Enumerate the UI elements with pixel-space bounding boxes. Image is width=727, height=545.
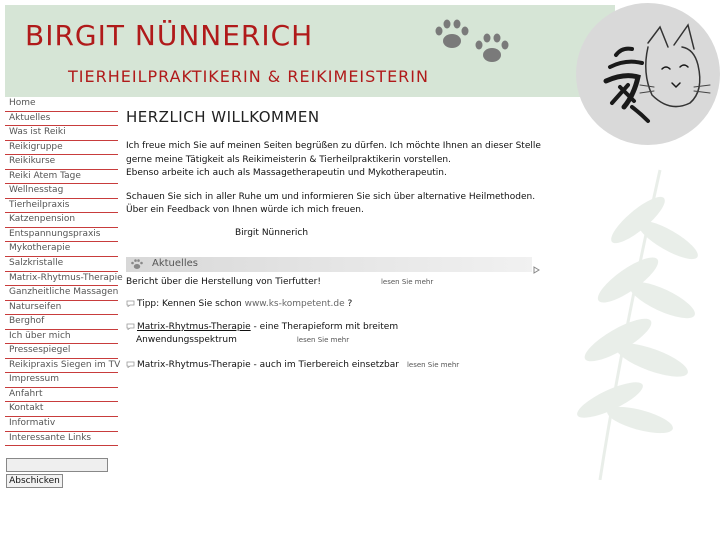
nav-item-berghof[interactable]: Berghof: [5, 315, 118, 330]
nav-item-ganzheitliche-massagen[interactable]: Ganzheitliche Massagen: [5, 286, 118, 301]
signature: Birgit Nünnerich: [235, 227, 309, 238]
news-item: [126, 276, 546, 289]
news-item: [126, 298, 546, 311]
nav-item-informativ[interactable]: Informativ: [5, 417, 118, 432]
nav-item-pressespiegel[interactable]: Pressespiegel: [5, 344, 118, 359]
nav-item-kontakt[interactable]: Kontakt: [5, 402, 118, 417]
nav-item-mykotherapie[interactable]: Mykotherapie: [5, 242, 118, 257]
cat-logo-icon: [576, 3, 720, 145]
sidebar-nav: [5, 97, 123, 446]
intro-paragraph: [126, 140, 546, 181]
nav-item-aktuelles[interactable]: Aktuelles: [5, 112, 118, 127]
read-more-link[interactable]: lesen Sie mehr: [380, 278, 434, 286]
news-item: [126, 321, 546, 347]
intro-text: Ich freue mich Sie auf meinen Seiten begrüßen zu dürfen. Ich möchte Ihnen an dieser Stelle gerne meine Tätigkeit als Reikimeisterin & Tierheilpraktikerin vorstellen.: [126, 141, 541, 165]
feedback-paragraph: Schauen Sie sich in aller Ruhe um und informieren Sie sich über alternative Heilmethoden. Über ein Feedback von Ihnen würde ich mich freuen.: [126, 191, 536, 215]
paw-icon: [130, 259, 144, 270]
read-more-link[interactable]: lesen Sie mehr: [296, 336, 350, 344]
speech-bubble-icon: [126, 323, 135, 330]
ks-kompetent-link[interactable]: www.ks-kompetent.de: [244, 299, 345, 309]
speech-bubble-icon: [126, 300, 135, 307]
intro-text-2: Ebenso arbeite ich auch als Massagetherapeutin und Mykotherapeutin.: [126, 168, 447, 178]
nav-item-was-ist-reiki[interactable]: Was ist Reiki: [5, 126, 118, 141]
site-subtitle: TIERHEILPRAKTIKERIN & REIKIMEISTERIN: [68, 67, 429, 86]
site-title: BIRGIT NÜNNERICH: [25, 19, 314, 52]
news-item-text: - eine Therapieform mit breitem: [250, 322, 399, 332]
matrix-therapy-link[interactable]: Matrix-Rhytmus-Therapie: [137, 322, 251, 332]
news-item-text-2: Anwendungsspektrum: [136, 335, 237, 345]
nav-item-naturseifen[interactable]: Naturseifen: [5, 301, 118, 316]
nav-item-home[interactable]: Home: [5, 97, 118, 112]
nav-item-tierheilpraxis[interactable]: Tierheilpraxis: [5, 199, 118, 214]
header-banner: [5, 5, 615, 97]
news-item-text: Tipp: Kennen Sie schon: [137, 299, 245, 309]
news-item-text: Matrix-Rhytmus-Therapie - auch im Tierbereich einsetzbar: [137, 360, 399, 370]
nav-item-impressum[interactable]: Impressum: [5, 373, 118, 388]
nav-item-salzkristalle[interactable]: Salzkristalle: [5, 257, 118, 272]
news-item: [126, 359, 546, 372]
nav-item-wellnesstag[interactable]: Wellnesstag: [5, 184, 118, 199]
news-header: [126, 257, 532, 272]
speech-bubble-icon: [126, 361, 135, 368]
submit-button[interactable]: Abschicken: [6, 474, 63, 488]
search-input[interactable]: [6, 458, 108, 472]
nav-item-entspannungspraxis[interactable]: Entspannungspraxis: [5, 228, 118, 243]
nav-item-reikipraxis-tv[interactable]: Reikipraxis Siegen im TV: [5, 359, 118, 374]
main-content: [126, 108, 546, 238]
nav-item-reikikurse[interactable]: Reikikurse: [5, 155, 118, 170]
nav-item-interessante-links[interactable]: Interessante Links: [5, 432, 118, 447]
nav-item-ich-ueber-mich[interactable]: Ich über mich: [5, 330, 118, 345]
arrow-icon: [533, 266, 541, 274]
nav-item-anfahrt[interactable]: Anfahrt: [5, 388, 118, 403]
nav-item-reikigruppe[interactable]: Reikigruppe: [5, 141, 118, 156]
read-more-link[interactable]: lesen Sie mehr: [406, 361, 460, 369]
news-item-text-end: ?: [344, 299, 353, 309]
leaf-watermark-icon: [540, 150, 710, 480]
nav-item-matrix-rhytmus-therapie[interactable]: Matrix-Rhytmus-Therapie: [5, 272, 118, 287]
news-item-text: Bericht über die Herstellung von Tierfutter!: [126, 277, 321, 287]
cat-calligraphy-logo: [576, 3, 720, 145]
nav-item-katzenpension[interactable]: Katzenpension: [5, 213, 118, 228]
page-title: HERZLICH WILLKOMMEN: [126, 108, 320, 126]
news-label: Aktuelles: [152, 258, 198, 269]
paw-prints-icon: [430, 19, 510, 67]
nav-item-reiki-atem-tage[interactable]: Reiki Atem Tage: [5, 170, 118, 185]
